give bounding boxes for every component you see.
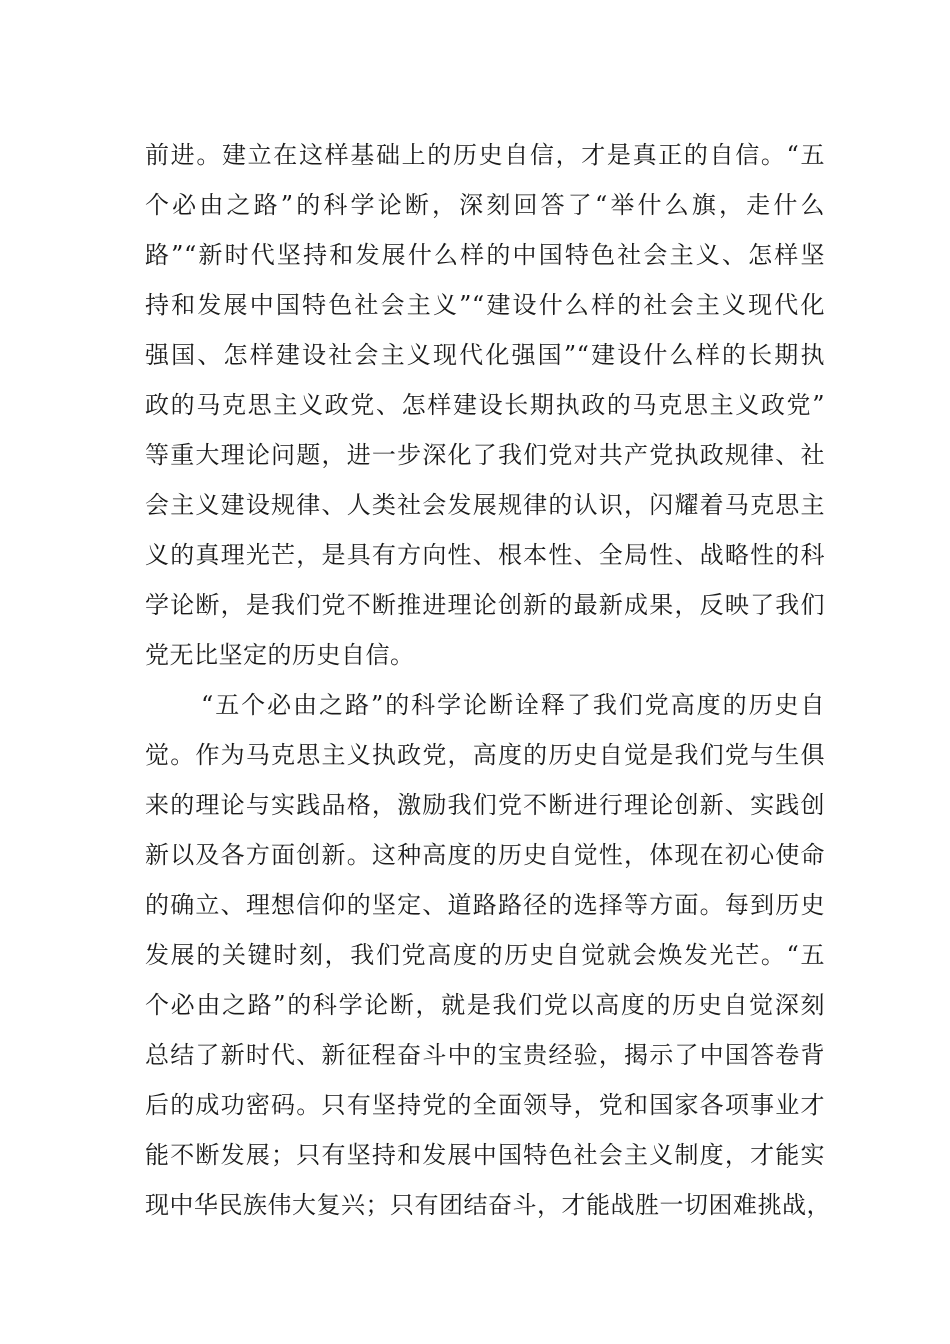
text-line: 来的理论与实践品格，激励我们党不断进行理论创新、实践创 bbox=[145, 791, 825, 819]
text-line: 总结了新时代、新征程奋斗中的宝贵经验，揭示了中国答卷背 bbox=[145, 1041, 825, 1069]
text-line: 觉。作为马克思主义执政党，高度的历史自觉是我们党与生俱 bbox=[145, 741, 825, 769]
text-line: 等重大理论问题，进一步深化了我们党对共产党执政规律、社 bbox=[145, 441, 825, 469]
text-line: 现中华民族伟大复兴；只有团结奋斗，才能战胜一切困难挑战， bbox=[145, 1191, 831, 1219]
body-text bbox=[145, 130, 831, 1230]
text-line: 能不断发展；只有坚持和发展中国特色社会主义制度，才能实 bbox=[145, 1141, 825, 1169]
text-line: 党无比坚定的历史自信。 bbox=[145, 641, 415, 669]
text-line: 路”“新时代坚持和发展什么样的中国特色社会主义、怎样坚 bbox=[145, 241, 825, 269]
text-line: 新以及各方面创新。这种高度的历史自觉性，体现在初心使命 bbox=[145, 841, 825, 869]
text-line: 义的真理光芒，是具有方向性、根本性、全局性、战略性的科 bbox=[145, 541, 825, 569]
text-line: 发展的关键时刻，我们党高度的历史自觉就会焕发光芒。“五 bbox=[145, 941, 825, 969]
text-line: 会主义建设规律、人类社会发展规律的认识，闪耀着马克思主 bbox=[145, 491, 825, 519]
paragraph-start-line: “五个必由之路”的科学论断诠释了我们党高度的历史自 bbox=[201, 691, 825, 719]
text-line: 政的马克思主义政党、怎样建设长期执政的马克思主义政党” bbox=[145, 391, 825, 419]
text-line: 个必由之路”的科学论断，深刻回答了“举什么旗，走什么 bbox=[145, 191, 825, 219]
text-line: 前进。建立在这样基础上的历史自信，才是真正的自信。“五 bbox=[145, 141, 825, 169]
text-line: 持和发展中国特色社会主义”“建设什么样的社会主义现代化 bbox=[145, 291, 825, 319]
text-line: 学论断，是我们党不断推进理论创新的最新成果，反映了我们 bbox=[145, 591, 825, 619]
text-line: 个必由之路”的科学论断，就是我们党以高度的历史自觉深刻 bbox=[145, 991, 825, 1019]
text-line: 的确立、理想信仰的坚定、道路路径的选择等方面。每到历史 bbox=[145, 891, 825, 919]
text-line: 后的成功密码。只有坚持党的全面领导，党和国家各项事业才 bbox=[145, 1091, 825, 1119]
text-line: 强国、怎样建设社会主义现代化强国”“建设什么样的长期执 bbox=[145, 341, 825, 369]
